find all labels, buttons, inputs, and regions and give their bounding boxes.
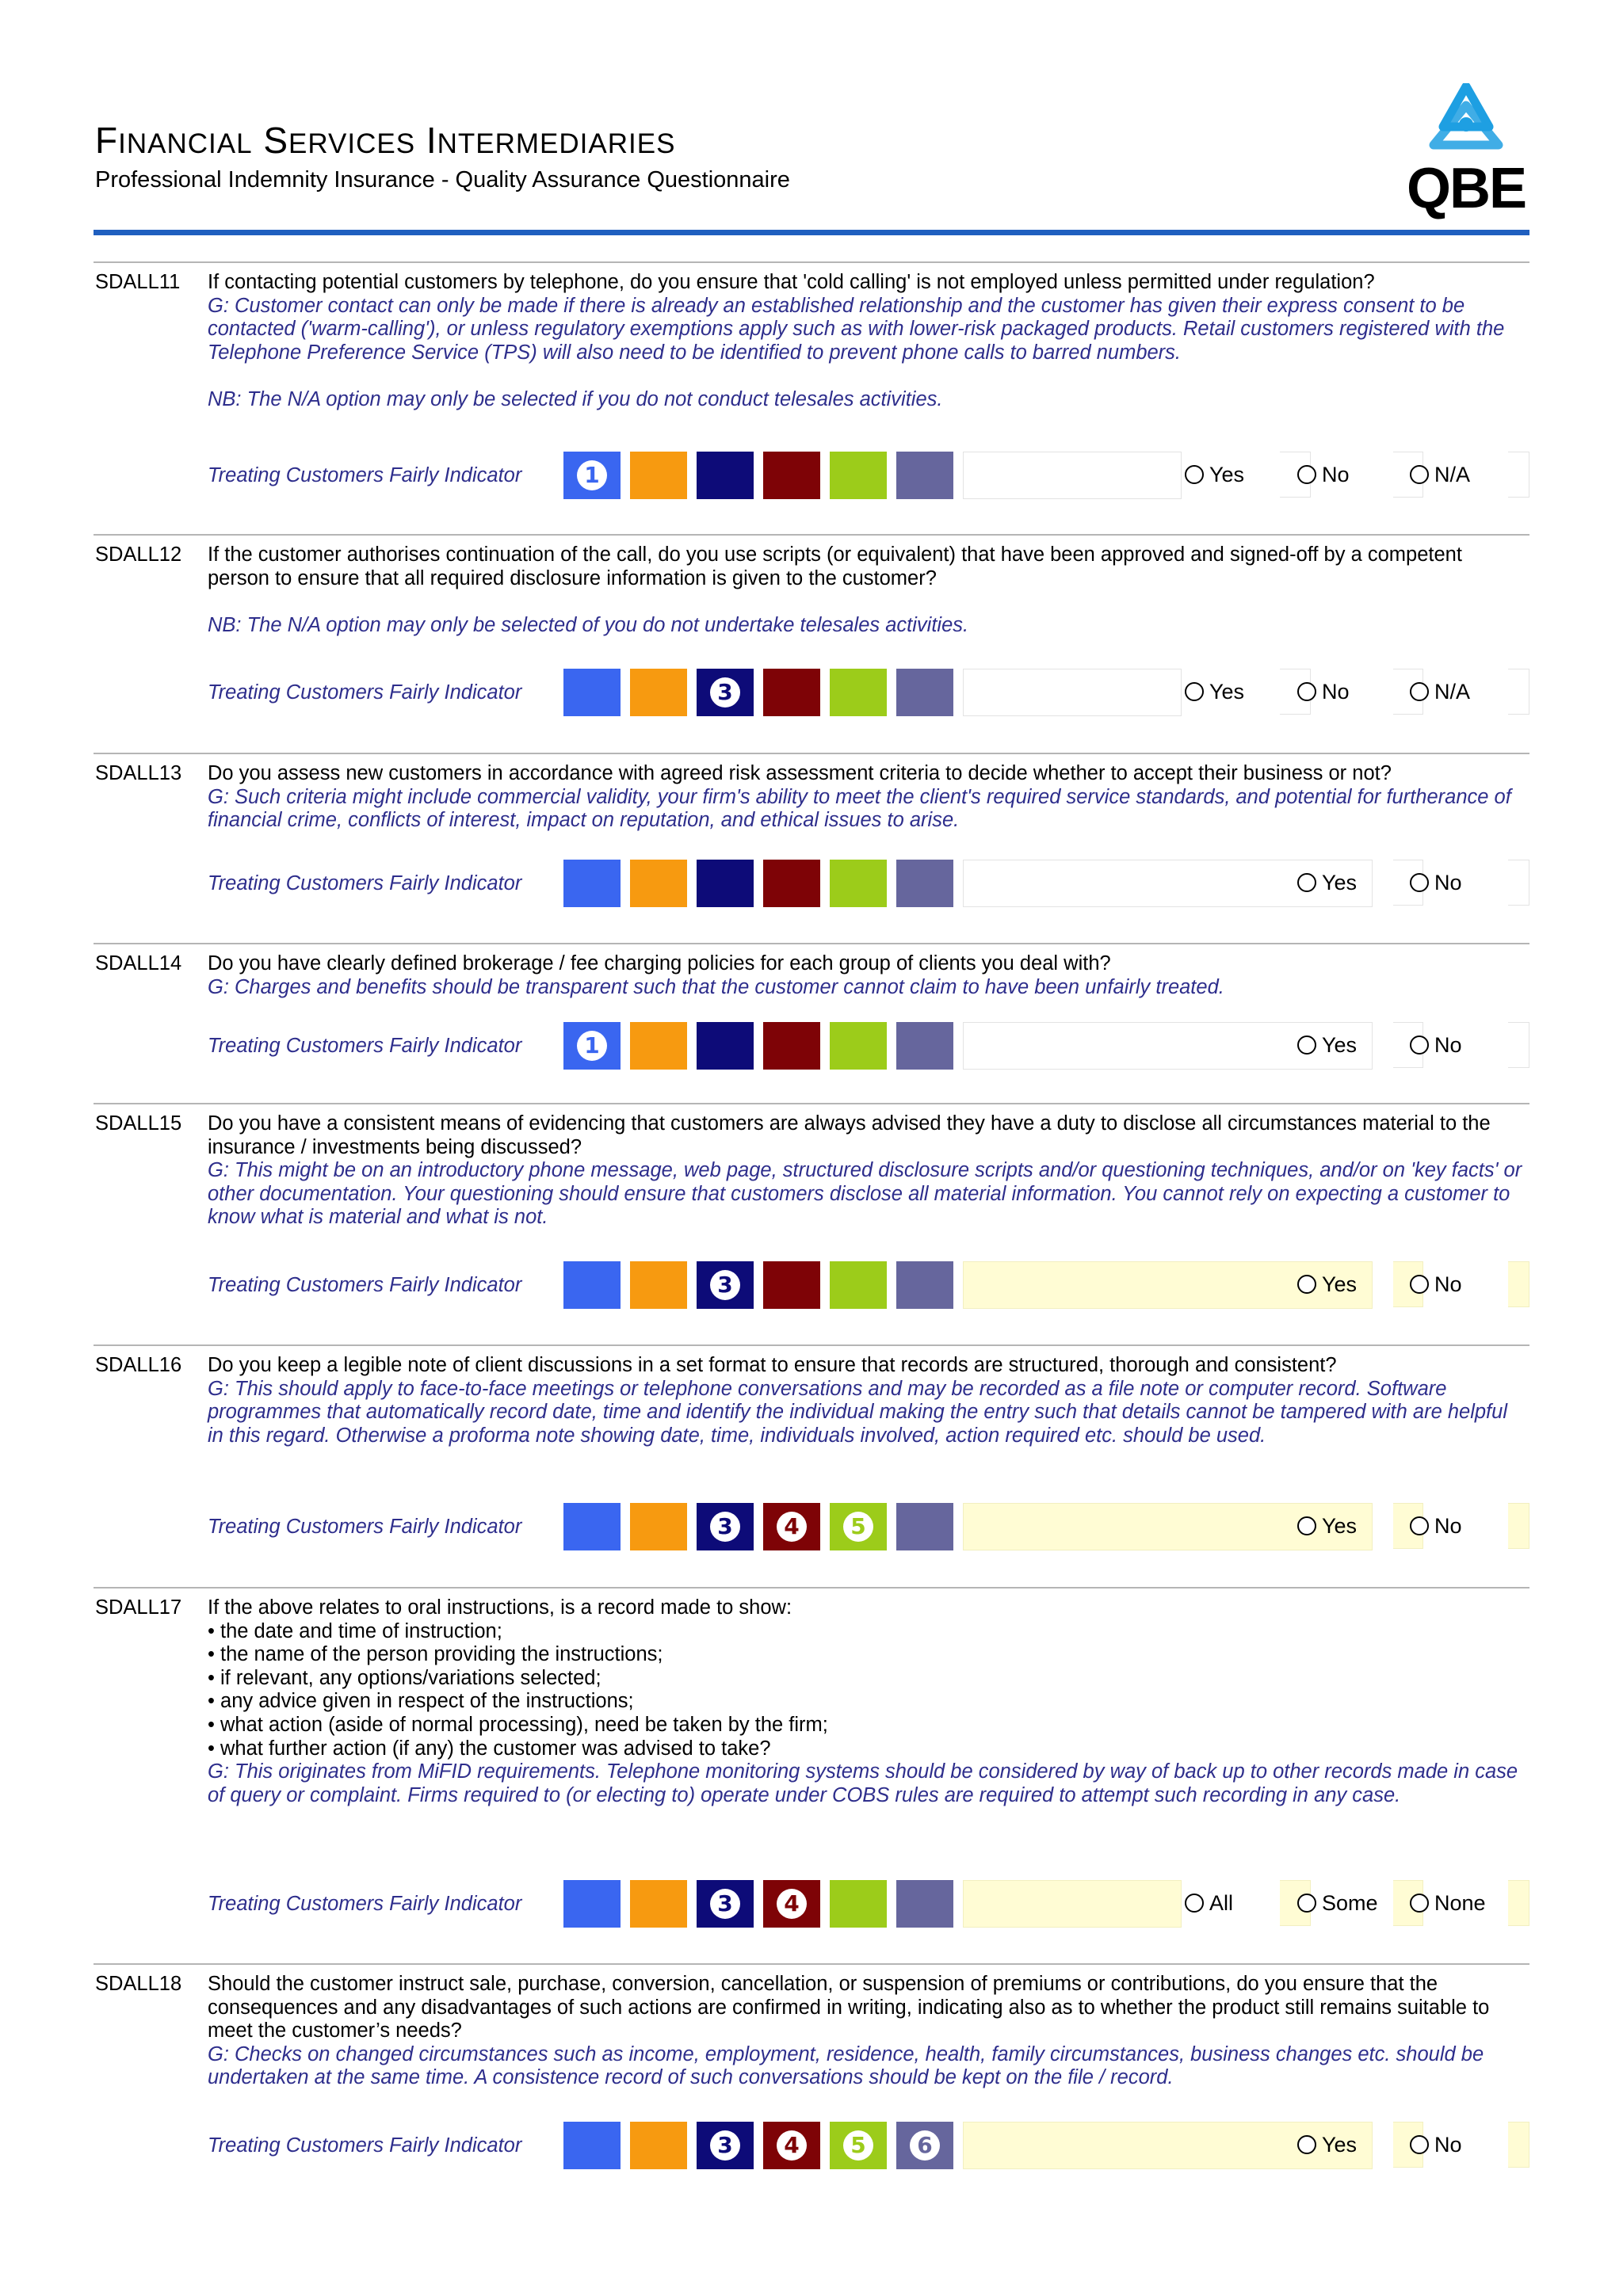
radio-circle-icon[interactable] — [1410, 1516, 1429, 1535]
option-label: None — [1434, 1890, 1486, 1915]
radio-circle-icon[interactable] — [1297, 1035, 1316, 1055]
question-bullet: • what further action (if any) the customer was advised to take? — [208, 1737, 771, 1760]
tcf-indicator-5 — [830, 669, 887, 716]
tcf-indicator-1 — [563, 452, 621, 499]
question-note: NB: The N/A option may only be selected if you do not conduct telesales activities. — [208, 387, 943, 410]
option-label: Some — [1322, 1890, 1378, 1915]
tcf-indicator-4 — [763, 1022, 820, 1070]
option-label: Yes — [1322, 2132, 1358, 2157]
question-guidance: G: Such criteria might include commercial validity, your firm's ability to meet the client's required service standards, and potential for furtherance of financial crime, conflicts of interest, impact on reputation, and ethical issues to arise. — [208, 785, 1511, 832]
tcf-indicator-number: 6 — [910, 2130, 940, 2161]
question-body — [208, 952, 1528, 999]
question-body — [208, 1973, 1528, 2090]
question-code: SDALL17 — [95, 1596, 182, 1619]
tcf-indicator-2 — [630, 1261, 687, 1309]
tcf-indicator-label: Treating Customers Fairly Indicator — [208, 1893, 522, 1915]
question-body — [208, 1354, 1528, 1447]
question-bullet: • the name of the person providing the instructions; — [208, 1643, 663, 1666]
tcf-indicator-6 — [896, 2122, 953, 2169]
tcf-indicator-5 — [830, 452, 887, 499]
tcf-indicator-number: 4 — [777, 2130, 807, 2161]
tcf-indicator-6 — [896, 669, 953, 716]
tcf-indicator-1 — [563, 2122, 621, 2169]
option-field — [1508, 860, 1529, 906]
option-label: N/A — [1434, 462, 1471, 486]
tcf-indicator-label: Treating Customers Fairly Indicator — [208, 681, 522, 704]
tcf-indicator-label: Treating Customers Fairly Indicator — [208, 1274, 522, 1296]
tcf-indicator-2 — [630, 1880, 687, 1928]
tcf-indicator-1 — [563, 1022, 621, 1070]
option-label: No — [1434, 870, 1462, 894]
question-bullet: • the date and time of instruction; — [208, 1619, 502, 1642]
question-block — [94, 1344, 1529, 1582]
option-label: No — [1434, 1032, 1462, 1057]
option-field — [1508, 1261, 1529, 1307]
question-body — [208, 762, 1528, 833]
option-some-radio[interactable] — [1297, 1880, 1378, 1926]
tcf-indicator-row — [94, 452, 1529, 501]
tcf-indicator-2 — [630, 1022, 687, 1070]
radio-circle-icon[interactable] — [1410, 2135, 1429, 2154]
question-block — [94, 1587, 1529, 1917]
radio-circle-icon[interactable] — [1185, 682, 1204, 701]
tcf-indicator-number: 4 — [777, 1512, 807, 1542]
tcf-indicator-3 — [697, 669, 754, 716]
option-no-radio[interactable] — [1410, 1503, 1462, 1549]
qbe-logo — [1407, 83, 1526, 220]
question-divider — [94, 943, 1529, 944]
radio-circle-icon[interactable] — [1410, 1035, 1429, 1055]
radio-circle-icon[interactable] — [1185, 465, 1204, 484]
document-subtitle: Professional Indemnity Insurance - Quality Assurance Questionnaire — [95, 167, 790, 193]
option-none-radio[interactable] — [1410, 1880, 1486, 1926]
tcf-indicator-5 — [830, 1022, 887, 1070]
tcf-indicator-4 — [763, 669, 820, 716]
question-text: If contacting potential customers by telephone, do you ensure that 'cold calling' is not employed unless permitted under regulation? — [208, 271, 1375, 293]
tcf-indicator-3 — [697, 1261, 754, 1309]
option-no-radio[interactable] — [1410, 860, 1462, 906]
document-title — [95, 119, 675, 162]
option-label: No — [1434, 2132, 1462, 2157]
radio-circle-icon[interactable] — [1410, 873, 1429, 892]
tcf-indicator-2 — [630, 669, 687, 716]
tcf-indicator-4 — [763, 860, 820, 907]
tcf-indicator-2 — [630, 860, 687, 907]
tcf-indicator-6 — [896, 1022, 953, 1070]
question-guidance: G: This originates from MiFID requirements. Telephone monitoring systems should be considered by way of back up to other records made in case of query or complaint. Firms required to (or electing to) operate under COBS rules are required to attempt such recording in any case. — [208, 1760, 1518, 1806]
answer-comment-field[interactable] — [963, 669, 1182, 716]
tcf-indicator-5 — [830, 1880, 887, 1928]
title-word-1: FINANCIAL — [95, 120, 253, 161]
qbe-logo-text: QBE — [1407, 157, 1526, 220]
option-yes-radio[interactable] — [1297, 860, 1357, 906]
radio-circle-icon[interactable] — [1297, 1894, 1316, 1913]
tcf-indicator-4 — [763, 1880, 820, 1928]
option-field — [1508, 1880, 1529, 1926]
tcf-indicator-number: 5 — [843, 2130, 873, 2161]
tcf-indicator-row — [94, 1880, 1529, 1929]
option-yes-radio[interactable] — [1297, 1261, 1357, 1307]
option-no-radio[interactable] — [1297, 669, 1350, 715]
tcf-indicator-6 — [896, 1503, 953, 1550]
tcf-indicator-4 — [763, 1503, 820, 1550]
tcf-indicator-row — [94, 1261, 1529, 1310]
tcf-indicator-3 — [697, 1880, 754, 1928]
tcf-indicator-number: 1 — [577, 460, 607, 490]
question-bullet: • any advice given in respect of the instructions; — [208, 1690, 634, 1713]
question-guidance: G: This might be on an introductory phone message, web page, structured disclosure scripts and/or questioning techniques, and/or on 'key facts' or other documentation. Your questioning should ensure that customers disclose all material information. You cannot rely on expecting a customer to know what is material and what is not. — [208, 1159, 1522, 1229]
question-bullet: • what action (aside of normal processing), need be taken by the firm; — [208, 1713, 828, 1736]
question-divider — [94, 1587, 1529, 1589]
tcf-indicator-4 — [763, 1261, 820, 1309]
tcf-indicator-5 — [830, 1261, 887, 1309]
question-code: SDALL13 — [95, 762, 182, 784]
option-field — [1508, 452, 1529, 498]
answer-comment-field[interactable] — [963, 452, 1182, 499]
tcf-indicator-6 — [896, 1261, 953, 1309]
radio-circle-icon[interactable] — [1297, 2135, 1316, 2154]
option-label: No — [1322, 679, 1350, 704]
question-text: Do you assess new customers in accordance with agreed risk assessment criteria to decide whether to accept their business or not? — [208, 762, 1392, 784]
option-label: Yes — [1322, 870, 1358, 894]
tcf-indicator-label: Treating Customers Fairly Indicator — [208, 872, 522, 894]
question-guidance: G: Customer contact can only be made if there is already an established relationship and the customer has given their express consent to be contacted ('warm-calling'), or unless regulatory exemptions apply such as with lower-risk packaged products. Retail customers registered with the Telephone Preference Service (TPS) will also need to be identified to prevent phone calls to barred numbers. — [208, 294, 1505, 364]
tcf-indicator-number: 3 — [710, 1889, 740, 1919]
question-note: NB: The N/A option may only be selected of you do not undertake telesales activities. — [208, 613, 969, 636]
tcf-indicator-number: 5 — [843, 1512, 873, 1542]
question-text: Do you have a consistent means of evidencing that customers are always advised they have a duty to disclose all circumstances material to the insurance / investments being discussed? — [208, 1112, 1491, 1158]
question-divider — [94, 261, 1529, 263]
radio-circle-icon[interactable] — [1297, 873, 1316, 892]
tcf-indicator-row — [94, 669, 1529, 718]
option-field — [1508, 1503, 1529, 1549]
option-label: All — [1209, 1890, 1234, 1915]
tcf-indicator-number: 1 — [577, 1031, 607, 1061]
question-text: Should the customer instruct sale, purchase, conversion, cancellation, or suspension of premiums or contributions, do you ensure that the consequences and any disadvantages of such actions are confirmed in writing, indicating also as to whether the product still remains suitable to meet the customer’s needs? — [208, 1973, 1490, 2042]
question-body — [208, 271, 1528, 412]
tcf-indicator-label: Treating Customers Fairly Indicator — [208, 1516, 522, 1538]
radio-circle-icon[interactable] — [1410, 1894, 1429, 1913]
option-no-radio[interactable] — [1410, 1261, 1462, 1307]
tcf-indicator-6 — [896, 452, 953, 499]
question-text: If the above relates to oral instructions, is a record made to show: — [208, 1596, 792, 1619]
radio-circle-icon[interactable] — [1185, 1894, 1204, 1913]
tcf-indicator-5 — [830, 860, 887, 907]
tcf-indicator-label: Treating Customers Fairly Indicator — [208, 1035, 522, 1057]
question-code: SDALL16 — [95, 1354, 182, 1376]
option-yes-radio[interactable] — [1297, 2122, 1357, 2168]
tcf-indicator-3 — [697, 860, 754, 907]
question-guidance: G: Checks on changed circumstances such as income, employment, residence, health, family circumstances, business changes etc. should be undertaken at the same time. A consistence record of such conversations should be kept on the file / record. — [208, 2042, 1484, 2089]
tcf-indicator-6 — [896, 1880, 953, 1928]
tcf-indicator-row — [94, 1022, 1529, 1071]
question-guidance: G: This should apply to face-to-face meetings or telephone conversations and may be recorded as a file note or computer record. Software programmes that automatically record date, time and identify the individual making the entry such that details cannot be tampered with are helpful in this regard. Otherwise a proforma note showing date, time, individuals involved, action required etc. should be used. — [208, 1377, 1507, 1447]
option-label: Yes — [1209, 462, 1245, 486]
option-no-radio[interactable] — [1410, 1022, 1462, 1068]
option-yes-radio[interactable] — [1297, 1503, 1357, 1549]
tcf-indicator-number: 3 — [710, 677, 740, 707]
tcf-indicator-1 — [563, 1261, 621, 1309]
tcf-indicator-1 — [563, 669, 621, 716]
option-label: No — [1434, 1272, 1462, 1296]
question-divider — [94, 1344, 1529, 1346]
option-na-radio[interactable] — [1410, 669, 1470, 715]
radio-circle-icon[interactable] — [1297, 1275, 1316, 1294]
option-field — [1508, 669, 1529, 715]
tcf-indicator-1 — [563, 1503, 621, 1550]
question-divider — [94, 1103, 1529, 1104]
question-code: SDALL12 — [95, 543, 182, 566]
question-text: Do you keep a legible note of client discussions in a set format to ensure that records are structured, thorough and consistent? — [208, 1354, 1337, 1376]
question-block — [94, 261, 1529, 499]
question-body — [208, 543, 1528, 637]
tcf-indicator-row — [94, 860, 1529, 909]
option-no-radio[interactable] — [1410, 2122, 1462, 2168]
question-code: SDALL15 — [95, 1112, 182, 1135]
tcf-indicator-6 — [896, 860, 953, 907]
option-label: N/A — [1434, 679, 1471, 704]
option-field — [1508, 2122, 1529, 2168]
option-label: No — [1434, 1513, 1462, 1538]
question-block — [94, 534, 1529, 772]
radio-circle-icon[interactable] — [1410, 465, 1429, 484]
radio-circle-icon[interactable] — [1297, 465, 1316, 484]
option-label: Yes — [1322, 1513, 1358, 1538]
question-block — [94, 1963, 1529, 2201]
tcf-indicator-row — [94, 2122, 1529, 2171]
tcf-indicator-2 — [630, 452, 687, 499]
question-divider — [94, 1963, 1529, 1965]
option-field — [1508, 1022, 1529, 1068]
qbe-logo-icon — [1407, 83, 1526, 154]
tcf-indicator-row — [94, 1503, 1529, 1552]
radio-circle-icon[interactable] — [1410, 682, 1429, 701]
title-word-2: SERVICES — [263, 120, 416, 161]
question-divider — [94, 753, 1529, 754]
radio-circle-icon[interactable] — [1297, 682, 1316, 701]
tcf-indicator-5 — [830, 2122, 887, 2169]
tcf-indicator-number: 4 — [777, 1889, 807, 1919]
question-block — [94, 1103, 1529, 1341]
option-label: No — [1322, 462, 1350, 486]
tcf-indicator-1 — [563, 860, 621, 907]
tcf-indicator-label: Treating Customers Fairly Indicator — [208, 2134, 522, 2157]
question-text: Do you have clearly defined brokerage / fee charging policies for each group of clients you deal with? — [208, 952, 1111, 974]
tcf-indicator-number: 3 — [710, 1512, 740, 1542]
option-label: Yes — [1322, 1032, 1358, 1057]
option-label: Yes — [1322, 1272, 1358, 1296]
option-yes-radio[interactable] — [1297, 1022, 1357, 1068]
answer-comment-field[interactable] — [963, 1880, 1182, 1928]
option-yes-radio[interactable] — [1185, 452, 1244, 498]
option-no-radio[interactable] — [1297, 452, 1350, 498]
question-code: SDALL18 — [95, 1973, 182, 1995]
tcf-indicator-3 — [697, 452, 754, 499]
tcf-indicator-3 — [697, 2122, 754, 2169]
tcf-indicator-3 — [697, 1022, 754, 1070]
question-text: If the customer authorises continuation of the call, do you use scripts (or equivalent) that have been approved and signed-off by a competent person to ensure that all required disclosure information is given to the customer? — [208, 543, 1462, 589]
tcf-indicator-number: 3 — [710, 1270, 740, 1300]
tcf-indicator-1 — [563, 1880, 621, 1928]
tcf-indicator-label: Treating Customers Fairly Indicator — [208, 464, 522, 486]
tcf-indicator-3 — [697, 1503, 754, 1550]
question-code: SDALL11 — [95, 271, 181, 293]
question-guidance: G: Charges and benefits should be transparent such that the customer cannot claim to have been unfairly treated. — [208, 975, 1224, 998]
option-label: Yes — [1209, 679, 1245, 704]
question-divider — [94, 534, 1529, 536]
option-na-radio[interactable] — [1410, 452, 1470, 498]
header-divider — [94, 230, 1529, 235]
question-code: SDALL14 — [95, 952, 182, 974]
radio-circle-icon[interactable] — [1297, 1516, 1316, 1535]
question-body — [208, 1112, 1528, 1230]
question-bullet: • if relevant, any options/variations selected; — [208, 1666, 601, 1689]
tcf-indicator-2 — [630, 1503, 687, 1550]
tcf-indicator-number: 3 — [710, 2130, 740, 2161]
question-body — [208, 1596, 1528, 1807]
radio-circle-icon[interactable] — [1410, 1275, 1429, 1294]
tcf-indicator-2 — [630, 2122, 687, 2169]
tcf-indicator-4 — [763, 2122, 820, 2169]
title-word-3: INTERMEDIARIES — [426, 120, 676, 161]
tcf-indicator-4 — [763, 452, 820, 499]
option-all-radio[interactable] — [1185, 1880, 1233, 1926]
option-yes-radio[interactable] — [1185, 669, 1244, 715]
tcf-indicator-5 — [830, 1503, 887, 1550]
